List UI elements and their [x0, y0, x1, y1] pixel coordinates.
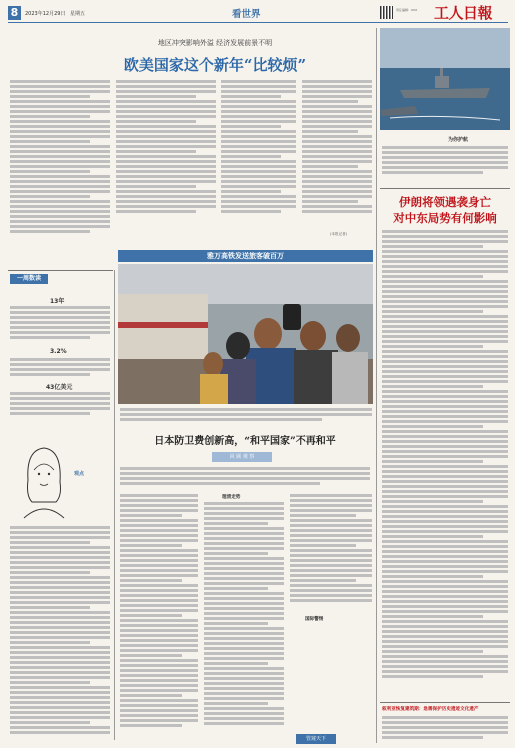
section-title: 看世界 — [232, 9, 261, 20]
right-divider — [376, 28, 377, 743]
lead-body-col1 — [10, 80, 110, 250]
sidebar-divider — [114, 270, 115, 740]
stat-2: 3.2% — [50, 348, 67, 355]
railway-photo — [118, 264, 373, 404]
iran-title-2: 对中东局势有何影响 — [393, 211, 497, 225]
iran-body — [382, 230, 508, 700]
photo-caption-text — [120, 408, 372, 428]
sidebar-top-rule — [8, 270, 113, 271]
japan-col2 — [204, 502, 284, 739]
masthead-logo: 工人日報 — [434, 4, 493, 22]
viewpoint-title: 观点 — [74, 471, 85, 477]
japan-intro — [120, 467, 370, 489]
lead-kicker: 地区冲突影响外溢 经济发展前景不明 — [157, 39, 273, 47]
japan-article-title: 日本防卫费创新高，“和平国家”不再和平 — [154, 436, 336, 447]
japan-subhead-1: 理清走势 — [222, 495, 241, 500]
stat-3-text — [10, 392, 110, 424]
lead-body-col2 — [116, 80, 216, 230]
lead-body-col3 — [221, 80, 296, 230]
lead-body-col4 — [302, 80, 372, 230]
iran-title-1: 伊朗将领遇袭身亡 — [399, 195, 491, 209]
week-column-title: 一周数读 — [16, 275, 41, 282]
stat-1: 13年 — [50, 298, 65, 305]
stat-3: 43亿美元 — [46, 384, 73, 391]
photo-story-title: 雅万高铁发送旅客破百万 — [207, 252, 284, 260]
stat-2-text — [10, 358, 110, 384]
japan-col3 — [290, 494, 372, 739]
footer-tag: 管窥天下 — [305, 736, 326, 742]
editor-contact: 责任编辑：XXX — [396, 8, 418, 12]
right-rule-2 — [380, 702, 510, 703]
viewpoint-body — [10, 526, 110, 741]
columnist-portrait — [18, 440, 70, 520]
lead-title: 欧美国家这个新年“比较烦” — [123, 56, 307, 74]
issue-date: 2023年12月29日 — [25, 11, 66, 17]
issue-weekday: 星期五 — [70, 11, 86, 17]
naval-caption-text — [382, 146, 508, 184]
header-rule — [8, 22, 508, 23]
stat-1-text — [10, 306, 110, 348]
naval-photo — [380, 28, 510, 130]
japan-col1 — [120, 494, 198, 739]
naval-photo-caption: 为你护航 — [448, 137, 469, 143]
qr-code — [380, 6, 393, 19]
right-rule-1 — [380, 188, 510, 189]
japan-subhead-3: 国际警惕 — [305, 617, 324, 622]
lead-author: (本报记者) — [330, 232, 348, 236]
syria-body — [382, 716, 508, 744]
syria-title: 叙利亚恢复建筑期：急需保护历史遗迹文化遗产 — [382, 707, 479, 712]
japan-tag: 回 顾 观 察 — [229, 454, 255, 460]
page-number: 8 — [10, 6, 19, 19]
